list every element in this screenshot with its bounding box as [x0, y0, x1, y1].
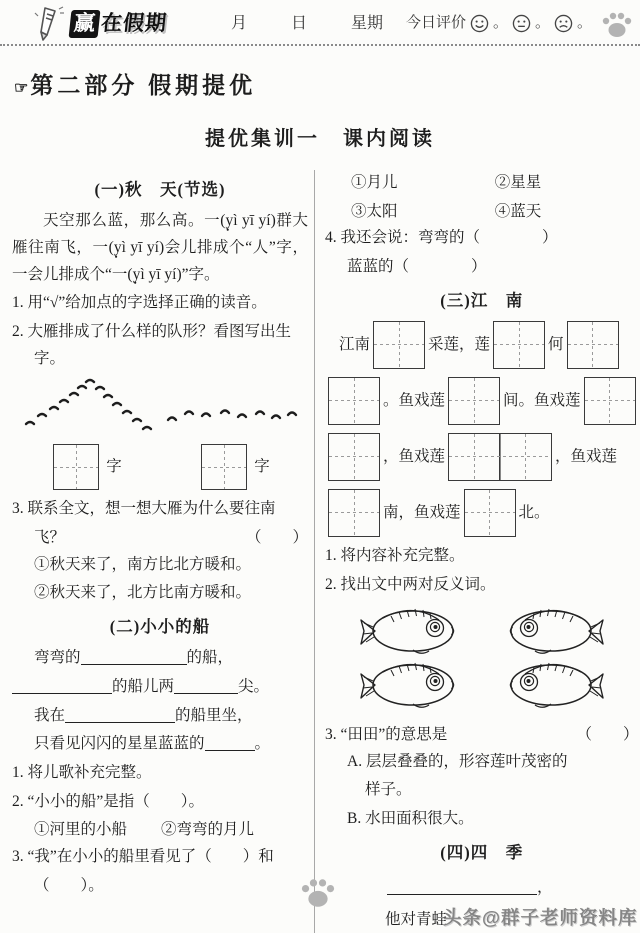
text-run: ，鱼戏莲 [383, 447, 446, 465]
part2-question-2: 2. “小小的船”是指（ ）。 [12, 792, 205, 810]
left-column [6, 170, 315, 933]
writing-grid-box [567, 321, 619, 369]
char-label: 字 [106, 457, 122, 475]
part3-heading: (三)江 南 [440, 290, 524, 310]
rating-label: 今日评价 [405, 15, 466, 32]
right-column [315, 170, 640, 933]
part3-q3-option-A-line2: 样子。 [365, 781, 412, 799]
text-run: 采莲，莲 [428, 335, 491, 353]
writing-grid-box [53, 444, 99, 490]
brand-logo-first-char: 赢 [69, 10, 101, 37]
part2-question-1: 1. 将儿歌补充完整。 [12, 763, 152, 781]
answer-paren: （ ） [576, 725, 639, 743]
text-run: (yì yī yí)群大雁往南飞， [12, 212, 308, 256]
rating-circle: 。 [534, 15, 550, 32]
four-fish-image [339, 602, 625, 710]
part1-question-3-line2 [12, 525, 308, 552]
text-run: 的船， [186, 649, 234, 667]
jiangnan-row-2 [325, 375, 639, 427]
writing-grid-box [584, 377, 636, 425]
part3-question-1: 1. 将内容补充完整。 [325, 546, 465, 564]
text-run: 何 [548, 335, 564, 353]
part2-poem-line3 [12, 703, 308, 730]
comma: ， [537, 878, 553, 896]
dotted-emphasis-char: 一 [92, 238, 109, 256]
jiangnan-row-1 [325, 319, 639, 371]
bottom-paw-print-icon [298, 875, 338, 909]
word-option-4: ④蓝天 [494, 202, 542, 220]
neutral-face-icon [512, 14, 531, 33]
fill-blank-line [174, 677, 238, 694]
section-heading-text: 第二部分 假期提优 [30, 73, 257, 98]
part2-q2-option-2: ②弯弯的月儿 [161, 821, 255, 839]
day-label: 日 [291, 15, 308, 33]
part2-poem-line1 [12, 645, 308, 672]
brand-logo-rest: 在假期 [99, 11, 169, 35]
question-text: 3. “田田”的意思是 [325, 725, 448, 743]
fill-blank-line [205, 734, 255, 751]
part1-q3-option-2: ②秋天来了，北方比南方暖和。 [34, 584, 252, 602]
jiangnan-row-3 [325, 431, 639, 483]
character-writing-slot [50, 444, 122, 490]
writing-grid-box [464, 489, 516, 537]
section-heading [14, 66, 640, 106]
fill-blank-line [387, 878, 537, 895]
character-writing-row [12, 444, 308, 490]
fill-blank-line [65, 705, 175, 722]
rating-circle: 。 [492, 15, 508, 32]
part2-heading: (二)小小的船 [109, 616, 211, 636]
writing-grid-box [328, 489, 380, 537]
writing-grid-box [201, 444, 247, 490]
question-4-line1: 4. 我还会说：弯弯的（ ） [325, 229, 558, 247]
word-option-3: ③太阳 [351, 202, 398, 220]
part3-question-3 [325, 722, 639, 749]
part1-heading: (一)秋 天(节选) [94, 179, 226, 199]
character-writing-slot [198, 444, 270, 490]
word-option-2: ②星星 [494, 173, 542, 191]
pencil-mascot-icon [32, 5, 66, 43]
sad-face-icon [554, 14, 573, 33]
part2-poem-line2 [12, 674, 308, 701]
page-title: 提优集训一 课内阅读 [205, 127, 435, 150]
writing-grid-box [328, 433, 380, 481]
word-option-1: ①月儿 [351, 173, 398, 191]
writing-grid-box [373, 321, 425, 369]
dotted-emphasis-char: 一 [111, 265, 128, 283]
answer-paren: （ ） [245, 528, 308, 546]
text-run: ，鱼戏莲 [555, 447, 618, 465]
part1-question-3-line1: 3. 联系全文，想一想大雁为什么要往南 [12, 500, 276, 518]
geese-v-formation-image [16, 376, 164, 438]
daily-rating [406, 11, 592, 37]
text-run: 间。鱼戏莲 [503, 391, 581, 409]
text-run: 。 [254, 735, 271, 753]
writing-grid-box [493, 321, 545, 369]
part4-blank-line [325, 875, 639, 902]
text-run: 的船儿两 [112, 677, 175, 695]
part4-text: 他对青蛙 [385, 910, 448, 928]
text-run: 江南 [339, 335, 371, 353]
goose-formation-images [12, 374, 308, 440]
text-run: 。鱼戏莲 [383, 391, 446, 409]
part3-question-2: 2. 找出文中两对反义词。 [325, 575, 496, 593]
writing-grid-box [328, 377, 380, 425]
geese-line-formation-image [164, 398, 304, 438]
text-run: 天空那么蓝，那么高。 [43, 212, 205, 230]
question-text: 飞？ [34, 528, 66, 546]
weekday-label: 星期 [351, 15, 384, 33]
text-run: 弯弯的 [34, 649, 81, 667]
paw-print-icon [600, 9, 634, 39]
writing-grid-box-double [448, 433, 552, 481]
part2-question-3-line2: （ ）。 [34, 876, 104, 894]
text-run: 只看见闪闪的星星蓝蓝的 [34, 735, 205, 753]
part1-question-2: 2. 大雁排成了什么样的队形？看图写出生字。 [12, 322, 292, 367]
text-run: 我在 [34, 706, 66, 724]
content-columns [0, 170, 640, 933]
part1-question-1: 1. 用“√”给加点的字选择正确的读音。 [12, 294, 267, 312]
question-4-line2: 蓝蓝的（ ） [347, 257, 487, 275]
text-run: 的船里坐， [175, 706, 253, 724]
date-fields [231, 10, 383, 38]
writing-grid-box [448, 377, 500, 425]
happy-face-icon [470, 14, 489, 33]
part2-q2-options [12, 817, 308, 844]
text-run: 南，鱼戏莲 [383, 503, 461, 521]
part2-poem-line4 [12, 731, 308, 758]
jiangnan-row-4 [325, 487, 639, 539]
part4-last-line [325, 902, 639, 933]
word-options-grid [325, 170, 639, 225]
part1-passage [12, 208, 308, 288]
watermark-text: 头条@群子老师资料库 [443, 906, 638, 928]
text-run: (yì yī yí)”字。 [127, 265, 220, 283]
brand-logo [68, 6, 169, 42]
month-label: 月 [231, 15, 248, 33]
page-header [0, 4, 640, 46]
text-run: 尖。 [238, 677, 270, 695]
part2-q2-option-1: ①河里的小船 [34, 821, 128, 839]
part3-q3-option-B: B. 水田面积很大。 [347, 809, 474, 827]
text-run: 北。 [518, 503, 550, 521]
dotted-emphasis-char: 一 [204, 212, 221, 230]
fish-illustration [325, 602, 639, 720]
char-label: 字 [254, 457, 270, 475]
part4-heading: (四)四 季 [440, 842, 524, 862]
rating-circle: 。 [576, 15, 592, 32]
part3-q3-option-A-line1: A. 层层叠叠的，形容莲叶茂密的 [347, 752, 568, 770]
fill-blank-line [81, 648, 187, 665]
fill-blank-line [12, 677, 112, 694]
part2-question-3-line1: 3. “我”在小小的船里看见了（ ）和 [12, 847, 274, 865]
pointing-hand-icon: ☞ [14, 80, 29, 97]
part1-q3-option-1: ①秋天来了，南方比北方暖和。 [34, 555, 252, 573]
text-run: (yì yī yí)会儿排成个“人”字，一会儿排成个“ [12, 238, 308, 283]
